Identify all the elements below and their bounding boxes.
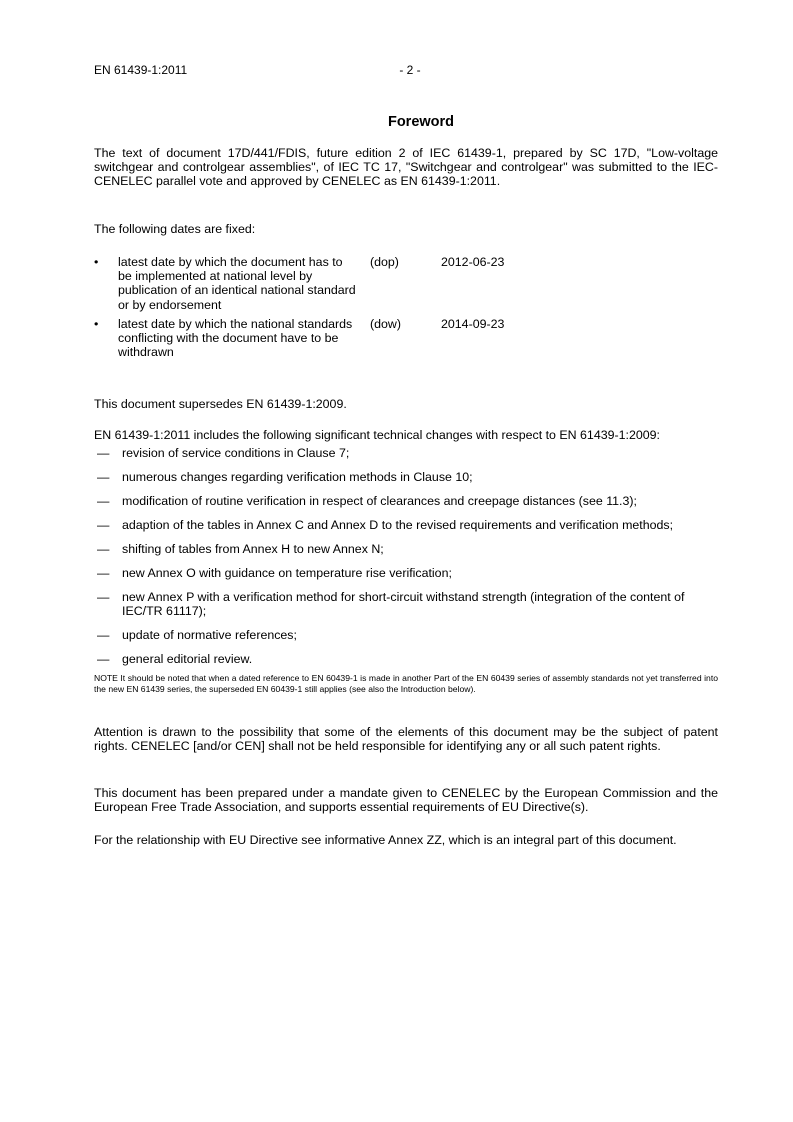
list-item — [94, 590, 718, 618]
list-item — [94, 518, 718, 532]
changes-list — [94, 446, 718, 676]
supersedes-paragraph: This document supersedes EN 61439-1:2009. — [94, 397, 347, 411]
page-number: - 2 - — [399, 63, 421, 77]
dash-marker: — — [97, 542, 110, 556]
dash-marker: — — [97, 518, 110, 532]
date-item-dop — [94, 255, 718, 317]
change-text: revision of service conditions in Clause 7; — [122, 446, 350, 460]
list-item — [94, 652, 718, 666]
date-code: (dow) — [370, 317, 401, 331]
dash-marker: — — [97, 470, 110, 484]
change-text: update of normative references; — [122, 628, 297, 643]
date-value: 2014-09-23 — [441, 317, 505, 331]
date-description: latest date by which the document has to be implemented at national level by publication of an identical national standard or by endorsement — [118, 255, 356, 312]
dash-marker: — — [97, 566, 110, 580]
date-value: 2012-06-23 — [441, 255, 505, 269]
foreword-title: Foreword — [387, 114, 455, 130]
list-item — [94, 446, 718, 460]
dash-marker: — — [97, 494, 110, 508]
bullet: • — [94, 317, 99, 331]
list-item — [94, 566, 718, 580]
list-item — [94, 628, 718, 642]
bullet: • — [94, 255, 99, 269]
note-paragraph: NOTE It should be noted that when a dated reference to EN 60439-1 is made in another Part of the EN 60439 series of assembly standards not yet transferred into the new EN 61439 series, the superseded EN 60439-1 still applies (see also the Introduction below). — [94, 673, 718, 694]
list-item — [94, 470, 718, 484]
change-text: modification of routine verification in respect of clearances and creepage distances (see 11.3); — [122, 494, 637, 508]
change-text: numerous changes regarding verification methods in Clause 10; — [122, 470, 473, 484]
intro-paragraph: The text of document 17D/441/FDIS, future edition 2 of IEC 61439-1, prepared by SC 17D, "Low-voltage switchgear and controlgear assemblies", of IEC TC 17, "Switchgear and controlgear" was submitted to the IEC-CENELEC parallel vote and approved by CENELEC as EN 61439-1:2011. — [94, 146, 718, 189]
date-description: latest date by which the national standards conflicting with the document have to be withdrawn — [118, 317, 353, 360]
dash-marker: — — [97, 590, 110, 604]
dates-lead: The following dates are fixed: — [94, 222, 256, 236]
dash-marker: — — [97, 652, 110, 667]
relationship-paragraph: For the relationship with EU Directive see informative Annex ZZ, which is an integral part of this document. — [94, 833, 677, 847]
list-item — [94, 494, 718, 508]
dash-marker: — — [97, 446, 110, 460]
change-text: adaption of the tables in Annex C and Annex D to the revised requirements and verification methods; — [122, 518, 674, 532]
change-text: shifting of tables from Annex H to new Annex N; — [122, 542, 384, 556]
change-text: new Annex P with a verification method for short-circuit withstand strength (integration of the content of IEC/TR 61117); — [122, 590, 685, 619]
date-code: (dop) — [370, 255, 399, 269]
list-item — [94, 542, 718, 556]
date-item-dow — [94, 317, 718, 363]
change-text: new Annex O with guidance on temperature rise verification; — [122, 566, 452, 580]
document-id: EN 61439-1:2011 — [94, 63, 188, 77]
dash-marker: — — [97, 628, 110, 643]
change-text: general editorial review. — [122, 652, 253, 667]
attention-paragraph: Attention is drawn to the possibility that some of the elements of this document may be the subject of patent rights. CENELEC [and/or CEN] shall not be held responsible for identifying any or all such patent rights. — [94, 725, 718, 754]
mandate-paragraph: This document has been prepared under a mandate given to CENELEC by the European Commission and the European Free Trade Association, and supports essential requirements of EU Directive(s). — [94, 786, 718, 815]
changes-lead: EN 61439-1:2011 includes the following significant technical changes with respect to EN 61439-1:2009: — [94, 428, 660, 442]
